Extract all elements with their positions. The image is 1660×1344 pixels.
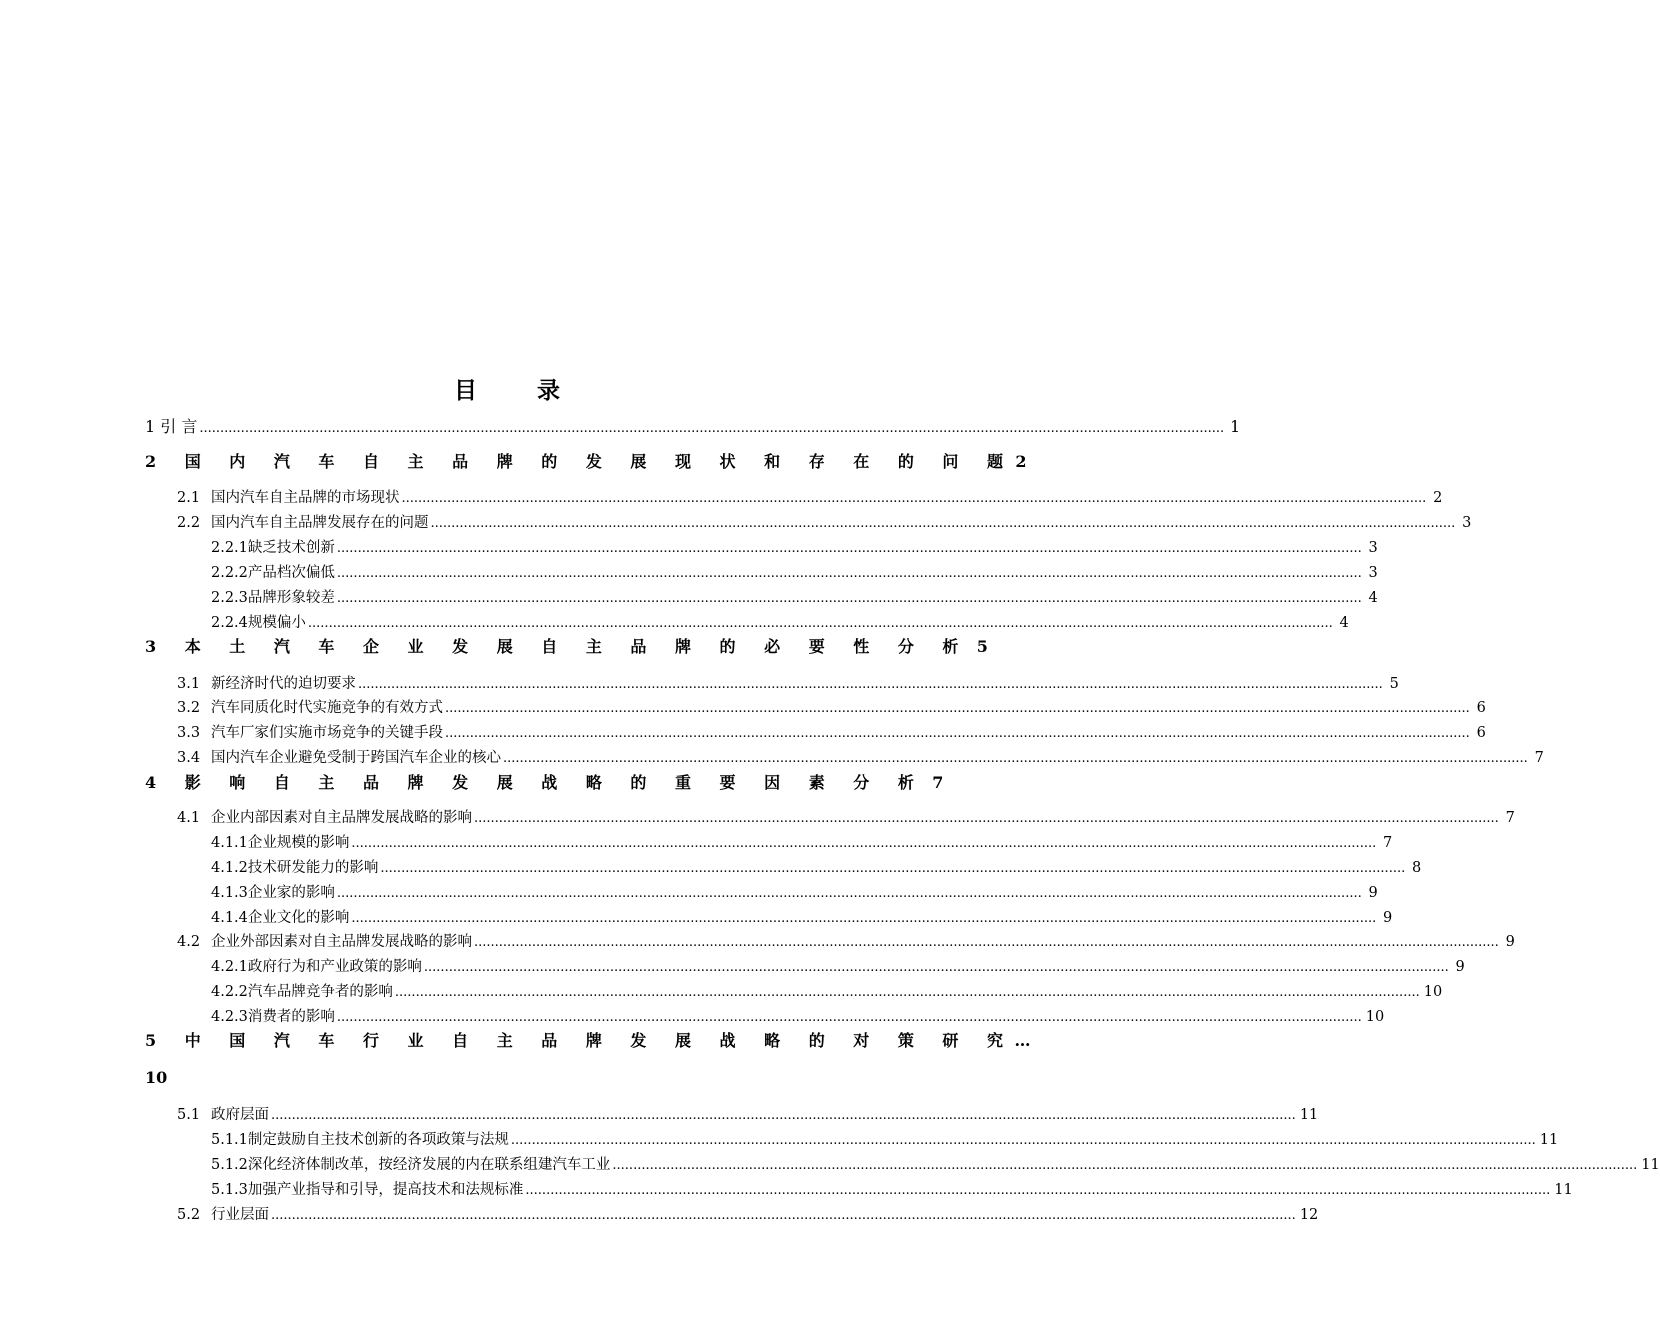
page-number: 7 (1383, 835, 1393, 851)
entry-label: 国内汽车自主品牌的市场现状 (211, 490, 400, 506)
dot-leader (337, 591, 1362, 606)
toc-entry-5-1-3[interactable] (211, 1178, 1573, 1198)
entry-label: 企业外部因素对自主品牌发展战略的影响 (211, 934, 472, 950)
page-number: 3 (1368, 565, 1378, 581)
entry-label: 4.1.2技术研发能力的影响 (211, 860, 379, 876)
dot-leader (612, 1158, 1637, 1173)
toc-entry-2-2-3[interactable] (211, 586, 1378, 606)
page-number: 7 (932, 773, 944, 792)
page-number: 9 (1505, 934, 1515, 950)
page-number: 1 (1230, 417, 1241, 436)
dot-leader (308, 616, 1333, 631)
entry-label: 4.2.2汽车品牌竞争者的影响 (211, 984, 393, 1000)
page-number: 9 (1383, 910, 1393, 926)
page-number: 7 (1534, 750, 1544, 766)
entry-label: 5.1.1制定鼓励自主技术创新的各项政策与法规 (211, 1132, 509, 1148)
entry-label: 4.2.1政府行为和产业政策的影响 (211, 959, 422, 975)
toc-entry-2-2-1[interactable] (211, 536, 1378, 556)
dot-leader (337, 541, 1362, 556)
page-number: 11 (1641, 1157, 1660, 1173)
dot-leader (351, 911, 1376, 926)
dot-leader (337, 566, 1362, 581)
toc-entry-2-2-4[interactable] (211, 611, 1349, 631)
section-number: 2.1 (177, 490, 201, 506)
toc-entry-2-1[interactable] (177, 486, 1443, 506)
toc-entry-chapter-1[interactable] (145, 414, 1241, 436)
entry-label: 3 本 土 汽 车 企 业 发 展 自 主 品 牌 的 必 要 性 分 析 (145, 637, 970, 656)
toc-entry-chapter-4[interactable] (145, 770, 944, 792)
dot-leader: … (1014, 1031, 1031, 1050)
dot-leader (351, 836, 1376, 851)
page-number: 12 (1299, 1207, 1319, 1223)
page-number: 3 (1368, 540, 1378, 556)
dot-leader (503, 751, 1528, 766)
entry-label: 汽车厂家们实施市场竞争的关键手段 (211, 725, 443, 741)
toc-entry-5-1[interactable] (177, 1103, 1319, 1123)
page-number: 11 (1299, 1107, 1319, 1123)
toc-entry-4-2-3[interactable] (211, 1005, 1385, 1025)
page-number: 6 (1476, 700, 1486, 716)
section-number: 3.2 (177, 700, 201, 716)
page-number: 10 (1365, 1009, 1385, 1025)
entry-label: 2.2.1缺乏技术创新 (211, 540, 335, 556)
dot-leader (445, 726, 1470, 741)
page-number: 5 (976, 637, 988, 656)
entry-label: 政府层面 (211, 1107, 269, 1123)
entry-label: 2 国 内 汽 车 自 主 品 牌 的 发 展 现 状 和 存 在 的 问 题 (145, 452, 1015, 471)
entry-label: 2.2.4规模偏小 (211, 615, 306, 631)
section-number: 4.2 (177, 934, 201, 950)
page-number: 4 (1368, 590, 1378, 606)
section-number: 5.2 (177, 1207, 201, 1223)
page-number: 5 (1389, 676, 1399, 692)
toc-entry-3-4[interactable] (177, 746, 1544, 766)
entry-label: 5 中 国 汽 车 行 业 自 主 品 牌 发 展 战 略 的 对 策 研 究 (145, 1031, 1015, 1050)
section-number: 2.2 (177, 515, 201, 531)
dot-leader (337, 886, 1362, 901)
dot-leader (380, 861, 1405, 876)
page-number: 10 (1423, 984, 1443, 1000)
dot-leader (445, 701, 1470, 716)
entry-label: 5.1.2深化经济体制改革，按经济发展的内在联系组建汽车工业 (211, 1157, 611, 1173)
page-number: 10 (145, 1068, 168, 1087)
dot-leader (271, 1108, 1296, 1123)
entry-label: 国内汽车企业避免受制于跨国汽车企业的核心 (211, 750, 501, 766)
toc-entry-4-1-3[interactable] (211, 881, 1378, 901)
section-number: 5.1 (177, 1107, 201, 1123)
dot-leader (511, 1133, 1536, 1148)
page-number: 7 (1505, 810, 1515, 826)
entry-label: 企业内部因素对自主品牌发展战略的影响 (211, 810, 472, 826)
toc-entry-4-2[interactable] (177, 930, 1515, 950)
dot-leader (271, 1208, 1296, 1223)
section-number: 3.1 (177, 676, 201, 692)
dot-leader (424, 960, 1449, 975)
toc-title: 目 录 (453, 377, 586, 404)
entry-label: 1 引 言 (145, 417, 198, 436)
page-number: 2 (1433, 490, 1443, 506)
dot-leader (474, 811, 1499, 826)
dot-leader (358, 677, 1383, 692)
entry-label: 行业层面 (211, 1207, 269, 1223)
toc-entry-3-1[interactable] (177, 672, 1399, 692)
section-number: 4.1 (177, 810, 201, 826)
toc-entry-5-1-2[interactable] (211, 1153, 1660, 1173)
toc-entry-5-1-1[interactable] (211, 1128, 1559, 1148)
toc-entry-3-2[interactable] (177, 696, 1486, 716)
toc-entry-chapter-2[interactable] (145, 449, 1027, 471)
page-number: 8 (1412, 860, 1422, 876)
toc-entry-4-2-1[interactable] (211, 955, 1465, 975)
toc-entry-chapter-3[interactable] (145, 634, 988, 656)
page-number: 2 (1015, 452, 1027, 471)
entry-label: 汽车同质化时代实施竞争的有效方式 (211, 700, 443, 716)
page-number: 3 (1462, 515, 1472, 531)
toc-entry-4-1[interactable] (177, 806, 1515, 826)
toc-entry-2-2-2[interactable] (211, 561, 1378, 581)
toc-entry-4-1-2[interactable] (211, 856, 1422, 876)
entry-label: 4.1.1企业规模的影响 (211, 835, 350, 851)
entry-label: 新经济时代的迫切要求 (211, 676, 356, 692)
entry-label: 4 影 响 自 主 品 牌 发 展 战 略 的 重 要 因 素 分 析 (145, 773, 926, 792)
entry-label: 国内汽车自主品牌发展存在的问题 (211, 515, 429, 531)
entry-label: 2.2.3品牌形象较差 (211, 590, 335, 606)
toc-entry-5-2[interactable] (177, 1203, 1319, 1223)
entry-label: 2.2.2产品档次偏低 (211, 565, 335, 581)
dot-leader (199, 421, 1224, 436)
toc-entry-4-1-1[interactable] (211, 831, 1393, 851)
dot-leader (525, 1183, 1550, 1198)
entry-label: 5.1.3加强产业指导和引导，提高技术和法规标准 (211, 1182, 524, 1198)
page-number: 11 (1539, 1132, 1559, 1148)
page-number: 9 (1368, 885, 1378, 901)
toc-entry-4-1-4[interactable] (211, 906, 1393, 926)
dot-leader (337, 1010, 1362, 1025)
entry-label: 4.1.3企业家的影响 (211, 885, 335, 901)
section-number: 3.4 (177, 750, 201, 766)
entry-label: 4.2.3消费者的影响 (211, 1009, 335, 1025)
toc-entry-4-2-2[interactable] (211, 980, 1443, 1000)
page-number: 9 (1455, 959, 1465, 975)
dot-leader (431, 516, 1456, 531)
page-number: 6 (1476, 725, 1486, 741)
toc-entry-3-3[interactable] (177, 721, 1486, 741)
page-number: 4 (1339, 615, 1349, 631)
entry-label: 4.1.4企业文化的影响 (211, 910, 350, 926)
dot-leader (474, 935, 1499, 950)
dot-leader (395, 985, 1420, 1000)
toc-entry-chapter-5[interactable] (145, 1028, 1031, 1050)
toc-entry-2-2[interactable] (177, 511, 1472, 531)
dot-leader (402, 491, 1427, 506)
page-number: 11 (1554, 1182, 1573, 1198)
section-number: 3.3 (177, 725, 201, 741)
